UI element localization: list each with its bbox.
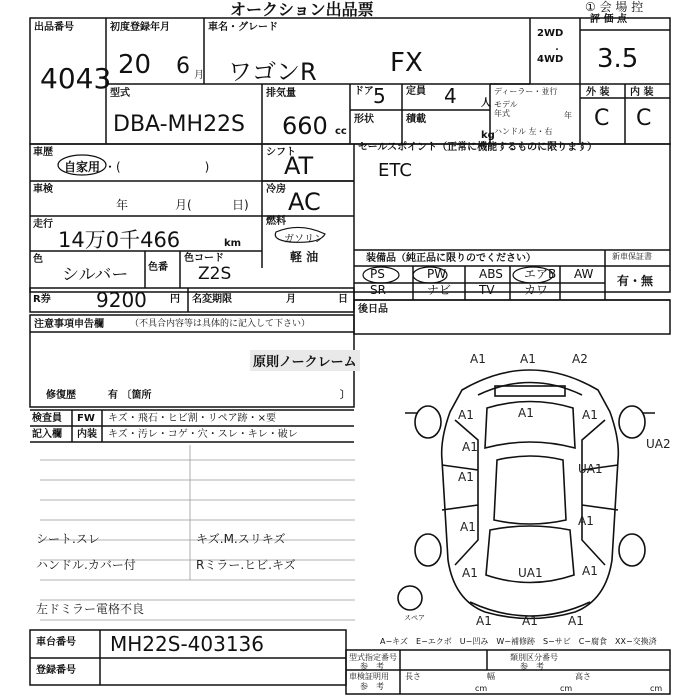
- usage-label: 車歴: [33, 147, 53, 158]
- damage-bottom-1: A1: [476, 614, 492, 628]
- chassis-label: 車台番号: [36, 637, 76, 648]
- damage-hood: A1: [518, 406, 534, 420]
- color-value: シルバー: [62, 265, 129, 285]
- warranty-value: 有・無: [617, 274, 654, 288]
- fuel-gasoline: ガソリン: [284, 234, 324, 245]
- equipment-item: カワ: [524, 283, 549, 297]
- lot-no-value: 4043: [40, 62, 112, 95]
- damage-top-1: A1: [470, 352, 486, 366]
- spare-label: スペア: [404, 614, 425, 622]
- warranty-label: 新車保証書: [612, 252, 652, 261]
- damage-ua2: UA2: [646, 437, 671, 451]
- damage-legend: A−キズ E−エクボ U−凹み W−補修跡 S−サビ C−腐食 XX−交換済: [380, 637, 657, 646]
- interior-label: 内 装: [630, 87, 654, 98]
- damage-left-door-2: A1: [460, 520, 476, 534]
- chassis-value: MH22S-403136: [110, 632, 265, 656]
- equipment-item: AW: [574, 267, 594, 281]
- height-unit: cm: [650, 684, 663, 693]
- first-reg-year: 20: [118, 50, 152, 80]
- exterior-label: 外 装: [586, 87, 610, 98]
- lot-no-label: 出品番号: [34, 22, 74, 33]
- equipment-label: 装備品（純正品に限りのでください）: [366, 253, 536, 264]
- equipment-item: PW: [427, 267, 447, 281]
- name-change-day: 日: [338, 294, 348, 305]
- first-reg-month: 6: [176, 54, 190, 79]
- damage-bottom-3: A1: [568, 614, 584, 628]
- damage-right-front: A1: [582, 408, 598, 422]
- door-label: ドア: [354, 86, 374, 97]
- equipment-item: TV: [479, 283, 495, 297]
- damage-left-front-2: A1: [462, 440, 478, 454]
- inspection-day: 日): [232, 198, 249, 212]
- name-change-month: 月: [286, 294, 296, 305]
- score-value: 3.5: [597, 44, 639, 74]
- color-no-label: 色番: [148, 262, 168, 273]
- recycle-label: R券: [33, 294, 51, 305]
- color-code-value: Z2S: [198, 264, 232, 284]
- usage-private: 自家用: [64, 160, 101, 174]
- inspection-month: 月(: [175, 198, 192, 212]
- doors-value: 5: [373, 84, 386, 108]
- score-label: 評 価 点: [590, 14, 627, 25]
- note-left-mirror: 左ドミラー電格不良: [36, 602, 145, 616]
- mileage-label: 走行: [33, 219, 53, 230]
- year-unit: 年: [564, 111, 572, 120]
- repair-history-value: 有 〔箇所: [108, 390, 152, 401]
- shift-label: シフト: [266, 147, 296, 158]
- drive-2wd-label: 2WD: [537, 28, 564, 39]
- interior-text: キズ・汚レ・コゲ・穴・スレ・キレ・破レ: [108, 429, 298, 440]
- inspector-label: 検査員: [32, 413, 62, 424]
- drive-4wd-label: 4WD: [537, 54, 564, 65]
- note-seat: シート.スレ: [36, 532, 100, 546]
- kg-unit: kg: [481, 130, 495, 141]
- form-label: 形状: [354, 114, 374, 125]
- yen-unit: 円: [170, 294, 180, 305]
- mileage-value: 14万0千466: [58, 228, 181, 252]
- fw-label: FW: [77, 413, 95, 424]
- later-date-label: 後日品: [358, 304, 388, 315]
- note-mirror: Rミラー.ヒビ.キズ: [196, 558, 296, 572]
- dealer-label: ディーラー・並行: [494, 87, 558, 96]
- fuel-label: 燃料: [266, 216, 286, 227]
- type-label: 型式: [110, 88, 130, 99]
- length-label: 長さ: [405, 672, 421, 681]
- form-specified-label: 型式指定番号: [349, 653, 397, 662]
- name-change-label: 名変期限: [192, 294, 232, 305]
- length-unit: cm: [475, 684, 488, 693]
- first-reg-label: 初度登録年月: [110, 22, 170, 33]
- inspection-cert-ref: 参 考: [360, 682, 384, 691]
- damage-top-3: A2: [572, 352, 588, 366]
- damage-rear-right: A1: [582, 564, 598, 578]
- model-name: ワゴンR: [228, 58, 317, 86]
- width-label: 幅: [487, 672, 495, 681]
- usage-paren: ・( ): [104, 160, 210, 174]
- form-specified-ref: 参 考: [360, 662, 384, 671]
- load-label: 積載: [406, 114, 426, 125]
- category-label: 類別区分番号: [510, 653, 558, 662]
- handle-label: ハンドル 左・右: [494, 127, 553, 136]
- equipment-item: エアB: [524, 267, 557, 281]
- aircon-label: 冷房: [266, 184, 286, 195]
- equipment-item: ABS: [479, 267, 503, 281]
- grade-value: FX: [390, 48, 423, 78]
- repair-history-close: 〕: [340, 390, 350, 401]
- damage-right-door: A1: [578, 514, 594, 528]
- damage-ua1-side: UA1: [578, 462, 603, 476]
- fw-text: キズ・飛石・ヒビ割・リペア跡・×要: [108, 413, 276, 424]
- capacity-value: 4: [444, 84, 457, 108]
- inspection-cert-label: 車検証明用: [349, 672, 389, 681]
- capacity-label: 定員: [406, 86, 426, 97]
- aircon-value: AC: [288, 188, 321, 216]
- shift-value: AT: [284, 152, 314, 180]
- category-ref: 参 考: [520, 662, 544, 671]
- damage-bottom-2: A1: [522, 614, 538, 628]
- displacement-value: 660: [282, 112, 328, 140]
- form-title: オークション出品票: [230, 0, 374, 19]
- sales-point-value: ETC: [378, 160, 412, 181]
- damage-top-2: A1: [520, 352, 536, 366]
- type-value: DBA-MH22S: [113, 112, 246, 137]
- repair-history-label: 修復歴: [46, 390, 76, 401]
- damage-rear-left: A1: [462, 566, 478, 580]
- width-unit: cm: [560, 684, 573, 693]
- color-label: 色: [33, 254, 43, 265]
- equipment-item: PS: [370, 267, 385, 281]
- interior-row-label: 内装: [77, 429, 97, 440]
- notice-label: 注意事項申告欄: [34, 319, 104, 330]
- height-label: 高さ: [575, 672, 591, 681]
- first-reg-month-unit: 月: [194, 70, 204, 81]
- no-claim-stamp: 原則ノークレーム: [250, 350, 360, 371]
- note-scratch: キズ.M.スリキズ: [196, 532, 286, 546]
- cc-unit: cc: [335, 126, 347, 137]
- sales-point-label: セールスポイント（正常に機能するものに限ります）: [358, 142, 598, 153]
- damage-left-door: A1: [458, 470, 474, 484]
- notice-sub: （不具合内容等は具体的に記入して下さい）: [130, 319, 311, 329]
- damage-trunk: UA1: [518, 566, 543, 580]
- inspection-label: 車検: [33, 184, 53, 195]
- note-handle: ハンドル.カバー付: [36, 558, 136, 572]
- equipment-item: ナビ: [427, 283, 452, 297]
- fuel-light-oil: 軽 油: [290, 250, 319, 264]
- equipment-item: SR: [370, 283, 386, 297]
- inspector-label-2: 記入欄: [32, 429, 62, 440]
- color-code-label: 色コード: [184, 253, 224, 264]
- person-unit: 人: [481, 98, 491, 109]
- interior-value: C: [636, 106, 652, 131]
- registration-label: 登録番号: [36, 665, 76, 676]
- exterior-value: C: [594, 106, 610, 131]
- damage-left-front: A1: [458, 408, 474, 422]
- displacement-label: 排気量: [266, 88, 296, 99]
- venue-label: ① 会 場 控: [585, 0, 644, 14]
- model-year-label: モデル年式: [494, 100, 518, 118]
- km-unit: km: [224, 238, 242, 249]
- recycle-value: 9200: [96, 288, 147, 312]
- inspection-year: 年: [116, 198, 129, 212]
- model-grade-label: 車名・グレード: [208, 22, 278, 33]
